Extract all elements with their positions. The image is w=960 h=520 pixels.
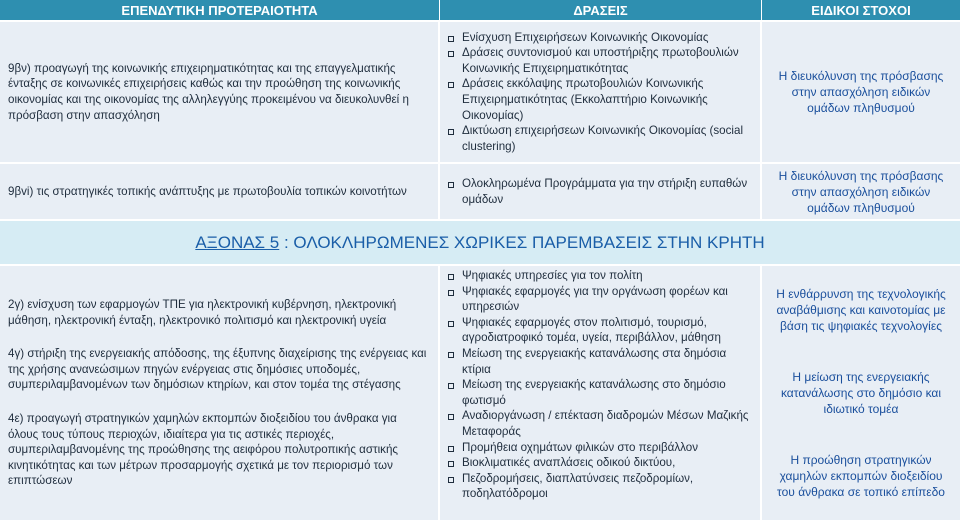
list-item: Προμήθεια οχημάτων φιλικών στο περιβάλλον bbox=[446, 440, 752, 456]
header-investment-priority: ΕΠΕΝΔΥΤΙΚΗ ΠΡΟΤΕΡΑΙΟΤΗΤΑ bbox=[0, 0, 440, 20]
row1-actions-list bbox=[446, 28, 752, 157]
list-item: Μείωση της ενεργειακής κατανάλωσης στο δημόσιο φωτισμό bbox=[446, 377, 752, 408]
row1-objective-text: Η διευκόλυνση της πρόσβασης στην απασχόληση ειδικών ομάδων πληθυσμού bbox=[778, 69, 944, 115]
objective-low-carbon-text: Η προώθηση στρατηγικών χαμηλών εκπομπών διοξειδίου του άνθρακα σε τοπικό επίπεδο bbox=[777, 453, 945, 500]
objective-digital-text: Η ενθάρρυνση της τεχνολογικής αναβάθμισης και καινοτομίας με βάση τις ψηφιακές τεχνολογίες bbox=[776, 286, 946, 333]
priority-4e-text: 4ε) προαγωγή στρατηγικών χαμηλών εκπομπών διοξειδίου του άνθρακα για όλους τους τύπους περιοχών, ιδιαίτερα για τις αστικές περιοχές, συμπεριλαμβανομένης της προώθησης της αειφόρου πολυτροπικής αστικής κινητικότητας και των μέτρων προσαρμογής σχετικά με τον περιορισμό των επιπτώσεων bbox=[8, 412, 398, 488]
row1-priority-text: 9βν) προαγωγή της κοινωνικής επιχειρηματικότητας και της επαγγελματικής ένταξης σε κοινωνικές επιχειρήσεις καθώς και την προώθηση της κοινωνικής οικονομίας και της οικονομίας της αλληλεγγύης προκειμένου να διευκολυνθεί η πρόσβαση στην απασχόληση bbox=[8, 61, 409, 122]
row3-objectives-stack bbox=[770, 266, 952, 520]
list-item: Ψηφιακές εφαρμογές στον πολιτισμό, τουρισμό, αγροδιατροφικό τομέα, υγεία, περιβάλλον, μάθηση bbox=[446, 315, 752, 346]
row3-priorities-stack bbox=[8, 297, 430, 489]
list-item: Μείωση της ενεργειακής κατανάλωσης στα δημόσια κτίρια bbox=[446, 346, 752, 377]
row2-objective-text: Η διευκόλυνση της πρόσβασης στην απασχόληση ειδικών ομάδων πληθυσμού bbox=[778, 168, 944, 215]
list-item: Ενίσχυση Επιχειρήσεων Κοινωνικής Οικονομίας bbox=[446, 30, 752, 46]
row1-actions-cell bbox=[440, 20, 762, 162]
list-item: Βιοκλιματικές αναπλάσεις οδικού δικτύου, bbox=[446, 455, 752, 471]
row2-priority-text: 9βvi) τις στρατηγικές τοπικής ανάπτυξης με πρωτοβουλία τοπικών κοινοτήτων bbox=[8, 184, 407, 198]
row3-actions-cell bbox=[440, 264, 762, 520]
priority-2g-text: 2γ) ενίσχυση των εφαρμογών ΤΠΕ για ηλεκτρονική κυβέρνηση, ηλεκτρονική μάθηση, ηλεκτρονική ένταξη, ηλεκτρονικό πολιτισμό και ηλεκτρονική υγεία bbox=[8, 298, 397, 327]
axis-title: : ΟΛΟΚΛΗΡΩΜΕΝΕΣ ΧΩΡΙΚΕΣ ΠΑΡΕΜΒΑΣΕΙΣ ΣΤΗΝ ΚΡΗΤΗ bbox=[279, 232, 765, 252]
list-item: Δράσεις συντονισμού και υποστήριξης πρωτοβουλιών Κοινωνικής Επιχειρηματικότητας bbox=[446, 45, 752, 76]
row2-objective-cell bbox=[762, 162, 960, 219]
row3-objectives-cell bbox=[762, 264, 960, 520]
priority-4g-text: 4γ) στήριξη της ενεργειακής απόδοσης, της έξυπνης διαχείρισης της ενέργειας και της χρήσης ανανεώσιμων πηγών ενέργειας στις δημόσιες υποδομές, συμπεριλαμβανομένων των δημόσιων κτηρίων, και στον τομέα της στέγασης bbox=[8, 347, 427, 392]
list-item: Ολοκληρωμένα Προγράμματα για την στήριξη ευπαθών ομάδων bbox=[446, 176, 752, 207]
list-item: Δικτύωση επιχειρήσεων Κοινωνικής Οικονομίας (social clustering) bbox=[446, 123, 752, 154]
header-actions: ΔΡΑΣΕΙΣ bbox=[440, 0, 762, 20]
list-item: Δράσεις εκκόλαψης πρωτοβουλιών Κοινωνικής Επιχειρηματικότητας (Εκκολαπτήριο Κοινωνικής Οικονομίας) bbox=[446, 76, 752, 123]
row3-priorities-cell bbox=[0, 264, 440, 520]
row2-actions-list bbox=[446, 174, 752, 209]
row3-actions-list bbox=[446, 266, 752, 504]
header-specific-objectives: ΕΙΔΙΚΟΙ ΣΤΟΧΟΙ bbox=[762, 0, 960, 20]
axis-number: ΑΞΟΝΑΣ 5 bbox=[195, 232, 280, 252]
row1-priority-cell bbox=[0, 20, 440, 162]
list-item: Αναδιοργάνωση / επέκταση διαδρομών Μέσων Μαζικής Μεταφοράς bbox=[446, 408, 752, 439]
list-item: Ψηφιακές εφαρμογές για την οργάνωση φορέων και υπηρεσιών bbox=[446, 284, 752, 315]
objective-energy-text: Η μείωση της ενεργειακής κατανάλωσης στο δημόσιο και ιδιωτικό τομέα bbox=[780, 369, 942, 416]
row2-actions-cell bbox=[440, 162, 762, 219]
axis-banner bbox=[0, 219, 960, 264]
row1-objective-cell bbox=[762, 20, 960, 162]
list-item: Πεζοδρομήσεις, διαπλατύνσεις πεζοδρομίων, ποδηλατόδρομοι bbox=[446, 471, 752, 502]
list-item: Ψηφιακές υπηρεσίες για τον πολίτη bbox=[446, 268, 752, 284]
row2-priority-cell bbox=[0, 162, 440, 219]
